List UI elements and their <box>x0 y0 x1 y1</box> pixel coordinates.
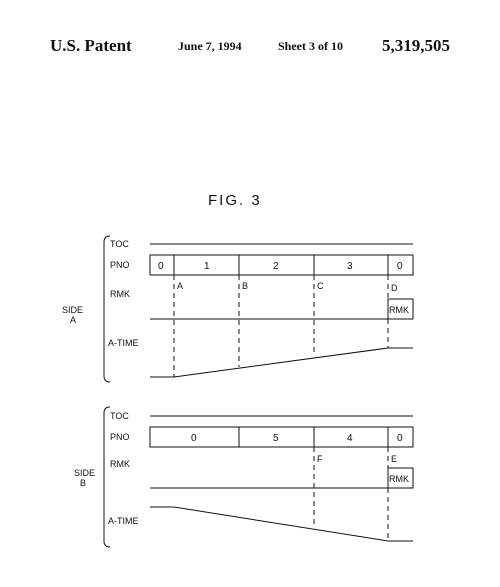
side-a-marker-label: A <box>177 281 184 291</box>
side-b-rmk-box-label: RMK <box>389 474 409 484</box>
figure-label: FIG. 3 <box>208 192 262 209</box>
side-a-rmk-box-label: RMK <box>389 305 409 315</box>
side-b-group <box>104 407 413 547</box>
side-b-rmk-label: RMK <box>110 459 130 469</box>
side-b-label-letter: B <box>80 478 87 488</box>
side-a-pno-label: PNO <box>110 260 130 270</box>
side-b-marker-label: E <box>391 454 398 464</box>
side-b-atime-label: A-TIME <box>108 516 139 526</box>
side-b-pno-track <box>150 427 413 447</box>
side-b-marker-label: F <box>317 454 323 464</box>
patent-number: 5,319,505 <box>382 36 450 55</box>
side-b-pno-cell: 0 <box>191 433 197 444</box>
side-b-bracket <box>104 407 110 547</box>
side-a-pno-cell: 0 <box>397 261 403 272</box>
side-b-pno-cell: 0 <box>397 433 403 444</box>
side-a-group <box>104 236 413 382</box>
side-a-label: SIDE <box>62 305 84 315</box>
side-b-atime-curve <box>150 507 413 541</box>
side-b-pno-cell: 4 <box>347 433 353 444</box>
sheet-number: Sheet 3 of 10 <box>278 39 343 53</box>
side-a-marker-label: C <box>317 281 324 291</box>
side-a-pno-cell: 0 <box>158 261 164 272</box>
side-a-rmk-label: RMK <box>110 289 130 299</box>
side-b-toc-label: TOC <box>110 411 129 421</box>
side-a-marker-label: D <box>391 283 398 293</box>
side-b-pno-label: PNO <box>110 432 130 442</box>
side-a-pno-cell: 3 <box>347 261 353 272</box>
patent-title: U.S. Patent <box>50 36 132 55</box>
side-a-atime-curve <box>150 348 413 377</box>
side-a-atime-label: A-TIME <box>108 338 139 348</box>
patent-date: June 7, 1994 <box>178 39 242 53</box>
side-b-pno-cell: 5 <box>273 433 279 444</box>
side-a-label-letter: A <box>70 315 77 325</box>
side-a-marker-label: B <box>242 281 249 291</box>
side-a-pno-cell: 2 <box>273 261 279 272</box>
side-a-toc-label: TOC <box>110 239 129 249</box>
side-b-label: SIDE <box>74 468 96 478</box>
side-a-pno-cell: 1 <box>204 261 210 272</box>
side-a-pno-track <box>150 255 413 275</box>
side-a-bracket <box>104 236 110 382</box>
